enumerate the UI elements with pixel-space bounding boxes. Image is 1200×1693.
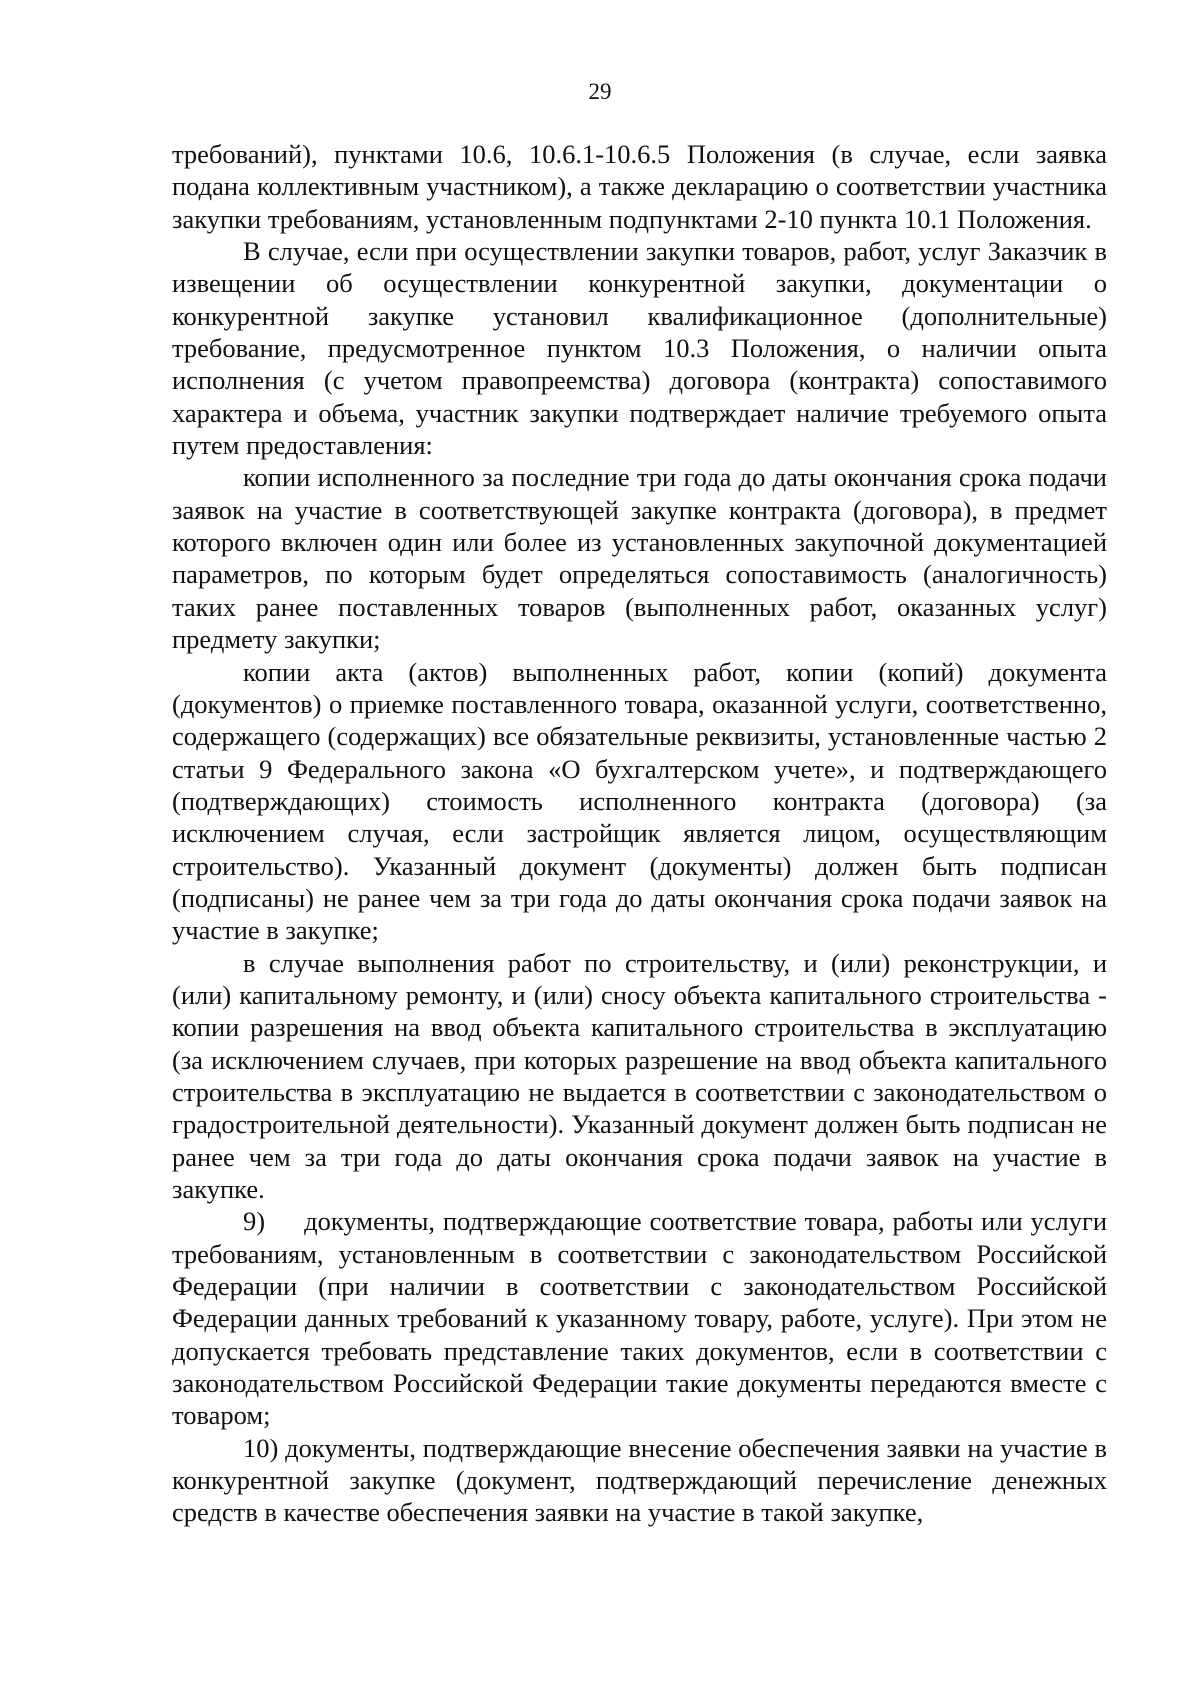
paragraph-item-10: 10) документы, подтверждающие внесение обеспечения заявки на участие в конкурентной закупке (документ, подтверждающий перечисление денежных средств в качестве обеспечения заявки на участие в такой закупке, bbox=[172, 1432, 1107, 1528]
paragraph-acceptance-act: копии акта (актов) выполненных работ, копии (копий) документа (документов) о приемке поставленного товара, оказанной услуги, соответственно, содержащего (содержащих) все обязательные реквизиты, установленные частью 2 статьи 9 Федерального закона «О бухгалтерском учете», и подтверждающего (подтверждающих) стоимость исполненного контракта (договора) (за исключением случая, если застройщик является лицом, осуществляющим строительство). Указанный документ (документы) должен быть подписан (подписаны) не ранее чем за три года до даты окончания срока подачи заявок на участие в закупке; bbox=[172, 656, 1107, 946]
paragraph-construction-permit: в случае выполнения работ по строительству, и (или) реконструкции, и (или) капитальному ремонту, и (или) сносу объекта капитального строительства - копии разрешения на ввод объекта капитального строительства в эксплуатацию (за исключением случаев, при которых разрешение на ввод объекта капитального строительства в эксплуатацию не выдается в соответствии с законодательством о градостроительной деятельности). Указанный документ должен быть подписан не ранее чем за три года до даты окончания срока подачи заявок на участие в закупке. bbox=[172, 947, 1107, 1204]
paragraph-experience-requirement: В случае, если при осуществлении закупки товаров, работ, услуг Заказчик в извещении об осуществлении конкурентной закупки, документации о конкурентной закупке установил квалификационное (дополнительные) требование, предусмотренное пунктом 10.3 Положения, о наличии опыта исполнения (с учетом правопреемства) договора (контракта) сопоставимого характера и объема, участник закупки подтверждает наличие требуемого опыта путем предоставления: bbox=[172, 236, 1107, 461]
paragraph-item-9: 9) документы, подтверждающие соответствие товара, работы или услуги требованиям, установленным в соответствии с законодательством Российской Федерации (при наличии в соответствии с законодательством Российской Федерации данных требований к указанному товару, работе, услуге). При этом не допускается требовать представление таких документов, если в соответствии с законодательством Российской Федерации такие документы передаются вместе с товаром; bbox=[172, 1206, 1114, 1431]
paragraph-contract-copy: копии исполненного за последние три года до даты окончания срока подачи заявок на участие в соответствующей закупке контракта (договора), в предмет которого включен один или более из установленных закупочной документацией параметров, по которым будет определяться сопоставимость (аналогичность) таких ранее поставленных товаров (выполненных работ, оказанных услуг) предмету закупки; bbox=[172, 462, 1107, 655]
paragraph-continuation: требований), пунктами 10.6, 10.6.1-10.6.5 Положения (в случае, если заявка подана коллективным участником), а также декларацию о соответствии участника закупки требованиям, установленным подпунктами 2-10 пункта 10.1 Положения. bbox=[172, 139, 1107, 234]
document-body bbox=[172, 138, 1114, 1529]
page-number: 29 bbox=[588, 79, 612, 104]
